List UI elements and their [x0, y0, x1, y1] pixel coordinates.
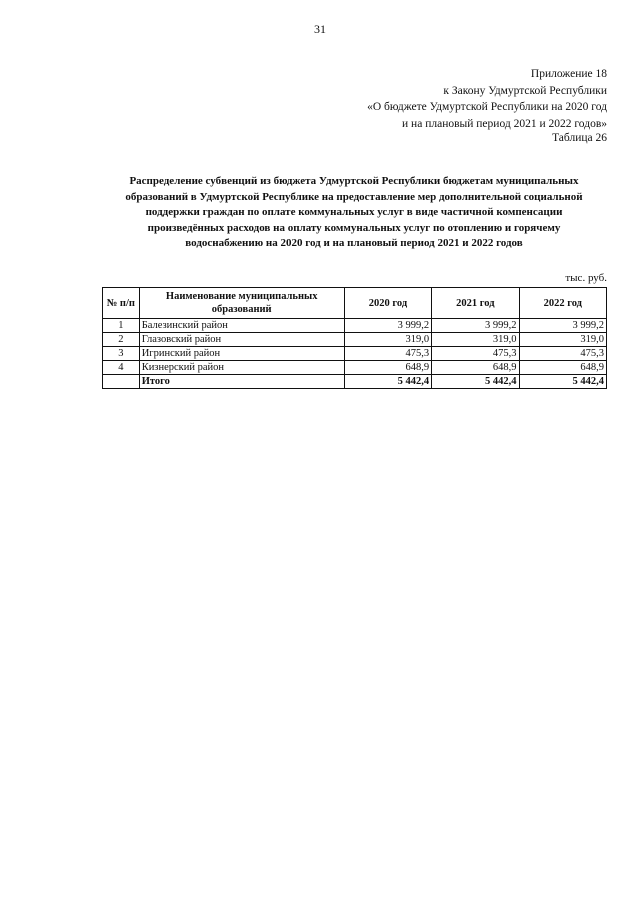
row-2022: 475,3	[519, 347, 606, 361]
appendix-line: к Закону Удмуртской Республики	[443, 84, 607, 97]
appendix-line: «О бюджете Удмуртской Республики на 2020 год	[367, 101, 607, 113]
row-2020: 475,3	[344, 347, 431, 361]
row-name: Глазовский район	[139, 333, 344, 347]
title-line: поддержки граждан по оплате коммунальных услуг в виде частичной компенсации	[145, 206, 563, 219]
total-num	[103, 375, 140, 389]
row-2022: 319,0	[519, 333, 606, 347]
row-name: Кизнерский район	[139, 361, 344, 375]
table-row	[103, 333, 607, 347]
total-2020: 5 442,4	[344, 375, 431, 389]
row-2020: 3 999,2	[344, 319, 431, 333]
row-num: 1	[103, 319, 140, 333]
total-name: Итого	[139, 375, 344, 389]
row-2021: 475,3	[432, 347, 519, 361]
units-label: тыс. руб.	[565, 272, 607, 284]
title-line: произведённых расходов на оплату коммунальных услуг по отоплению и горячему	[147, 221, 561, 234]
row-2022: 3 999,2	[519, 319, 606, 333]
title-line: образований в Удмуртской Республике на предоставление мер дополнительной социальной	[125, 190, 583, 203]
title-line: водоснабжению на 2020 год и на плановый период 2021 и 2022 годов	[185, 237, 523, 250]
table-total-row	[103, 375, 607, 389]
row-2020: 319,0	[344, 333, 431, 347]
header-2020: 2020 год	[344, 288, 431, 319]
row-2022: 648,9	[519, 361, 606, 375]
table-row	[103, 347, 607, 361]
table-label: Таблица 26	[552, 132, 607, 144]
document-title	[104, 174, 604, 252]
row-2021: 319,0	[432, 333, 519, 347]
row-2020: 648,9	[344, 361, 431, 375]
table-row	[103, 361, 607, 375]
header-name: Наименование муниципальных образований	[139, 288, 344, 319]
row-num: 3	[103, 347, 140, 361]
row-num: 2	[103, 333, 140, 347]
title-line: Распределение субвенций из бюджета Удмуртской Республики бюджетам муниципальных	[129, 175, 579, 187]
row-num: 4	[103, 361, 140, 375]
header-2022: 2022 год	[519, 288, 606, 319]
row-name: Игринский район	[139, 347, 344, 361]
total-2022: 5 442,4	[519, 375, 606, 389]
row-name: Балезинский район	[139, 319, 344, 333]
row-2021: 3 999,2	[432, 319, 519, 333]
appendix-line: и на плановый период 2021 и 2022 годов»	[402, 117, 607, 130]
table-row	[103, 319, 607, 333]
appendix-header	[367, 66, 607, 132]
row-2021: 648,9	[432, 361, 519, 375]
page-number: 31	[314, 22, 326, 36]
total-2021: 5 442,4	[432, 375, 519, 389]
header-num: № п/п	[103, 288, 140, 319]
appendix-line: Приложение 18	[530, 68, 607, 80]
subsidy-table	[102, 287, 607, 389]
header-2021: 2021 год	[432, 288, 519, 319]
table-header-row	[103, 288, 607, 319]
